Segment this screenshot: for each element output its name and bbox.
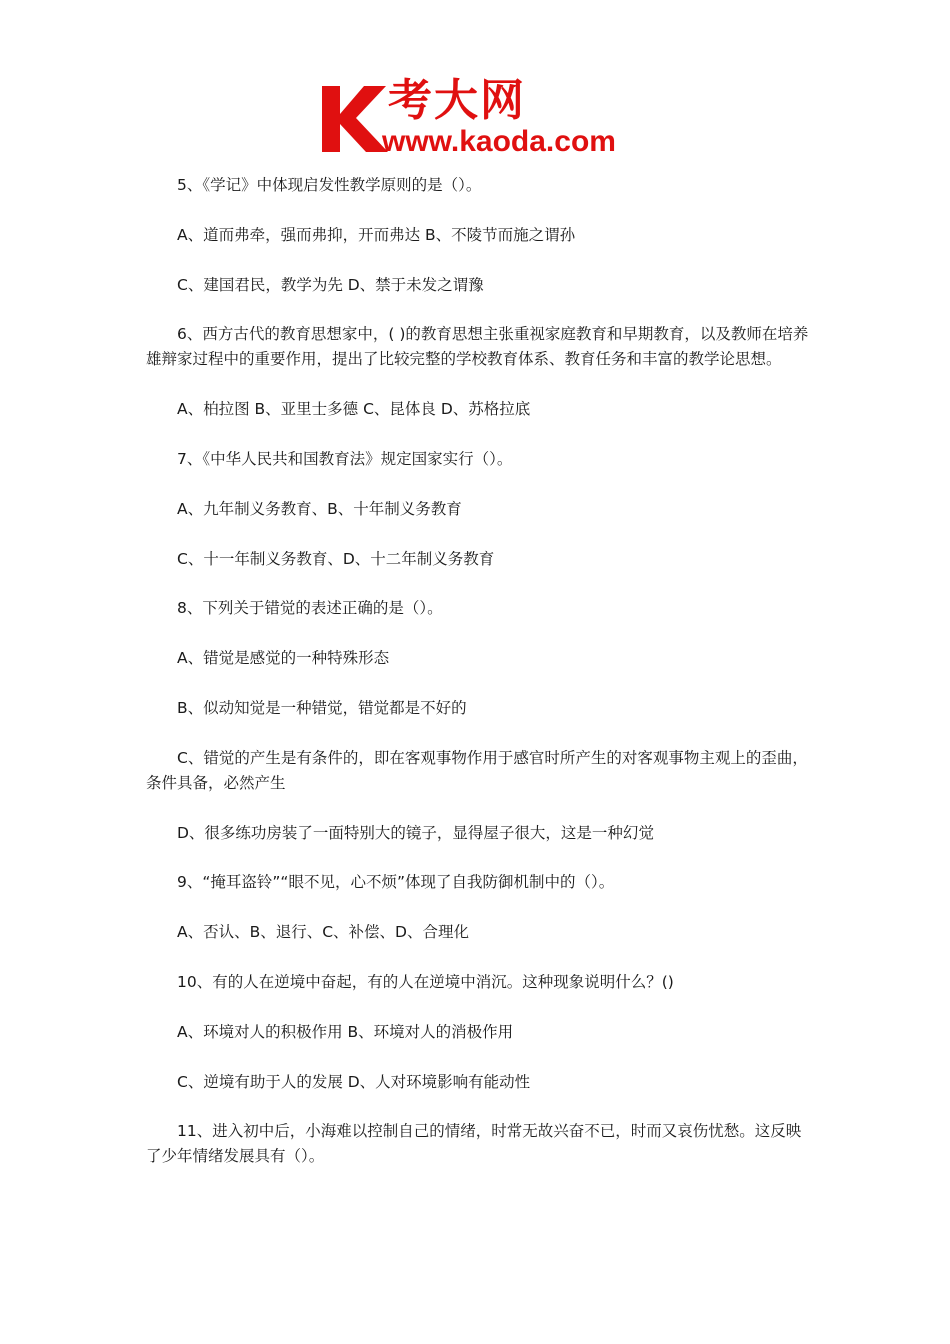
question-6-options: A、柏拉图 B、亚里士多德 C、昆体良 D、苏格拉底 (177, 400, 531, 419)
logo-k-icon (318, 82, 390, 154)
question-7: 7、《中华人民共和国教育法》规定国家实行（）。 (177, 449, 513, 468)
question-5: 5、《学记》中体现启发性教学原则的是（）。 (177, 176, 482, 194)
question-11: 11、进入初中后，小海难以控制自己的情绪，时常无故兴奋不已，时而又哀伤忧愁。这反映了少年情绪发展具有（）。 (146, 1122, 802, 1166)
logo-url-text: www.kaoda.com (382, 125, 616, 158)
question-7-options-ab: A、九年制义务教育、B、十年制义务教育 (177, 499, 462, 518)
question-8-option-c: C、错觉的产生是有条件的，即在客观事物作用于感官时所产生的对客观事物主观上的歪曲，条件具备，必然产生 (146, 748, 808, 792)
question-9: 9、“掩耳盗铃”“眼不见，心不烦”体现了自我防御机制中的（）。 (177, 873, 615, 892)
question-6: 6、西方古代的教育思想家中，( )的教育思想主张重视家庭教育和早期教育，以及教师在培养雄辩家过程中的重要作用，提出了比较完整的学校教育体系、教育任务和丰富的教学论思想。 (146, 325, 809, 369)
question-8: 8、下列关于错觉的表述正确的是（）。 (177, 599, 443, 618)
question-5-options-ab: A、道而弗牵，强而弗抑，开而弗达 B、不陵节而施之谓孙 (177, 225, 576, 244)
logo-chinese-text: 考大网 (388, 75, 526, 126)
document-body (146, 173, 810, 1194)
question-7-options-cd: C、十一年制义务教育、D、十二年制义务教育 (177, 549, 495, 568)
question-10-options-cd: C、逆境有助于人的发展 D、人对环境影响有能动性 (177, 1072, 531, 1091)
question-8-option-a: A、错觉是感觉的一种特殊形态 (177, 649, 390, 668)
question-5-options-cd: C、建国君民，教学为先 D、禁于未发之谓豫 (177, 275, 484, 294)
kaoda-logo (318, 75, 638, 160)
question-9-options: A、否认、B、退行、C、补偿、D、合理化 (177, 923, 469, 942)
question-10: 10、有的人在逆境中奋起，有的人在逆境中消沉。这种现象说明什么？() (177, 972, 674, 991)
question-10-options-ab: A、环境对人的积极作用 B、环境对人的消极作用 (177, 1022, 514, 1041)
question-8-option-d: D、很多练功房装了一面特别大的镜子，显得屋子很大，这是一种幻觉 (177, 823, 654, 842)
question-8-option-b: B、似动知觉是一种错觉，错觉都是不好的 (177, 698, 467, 717)
